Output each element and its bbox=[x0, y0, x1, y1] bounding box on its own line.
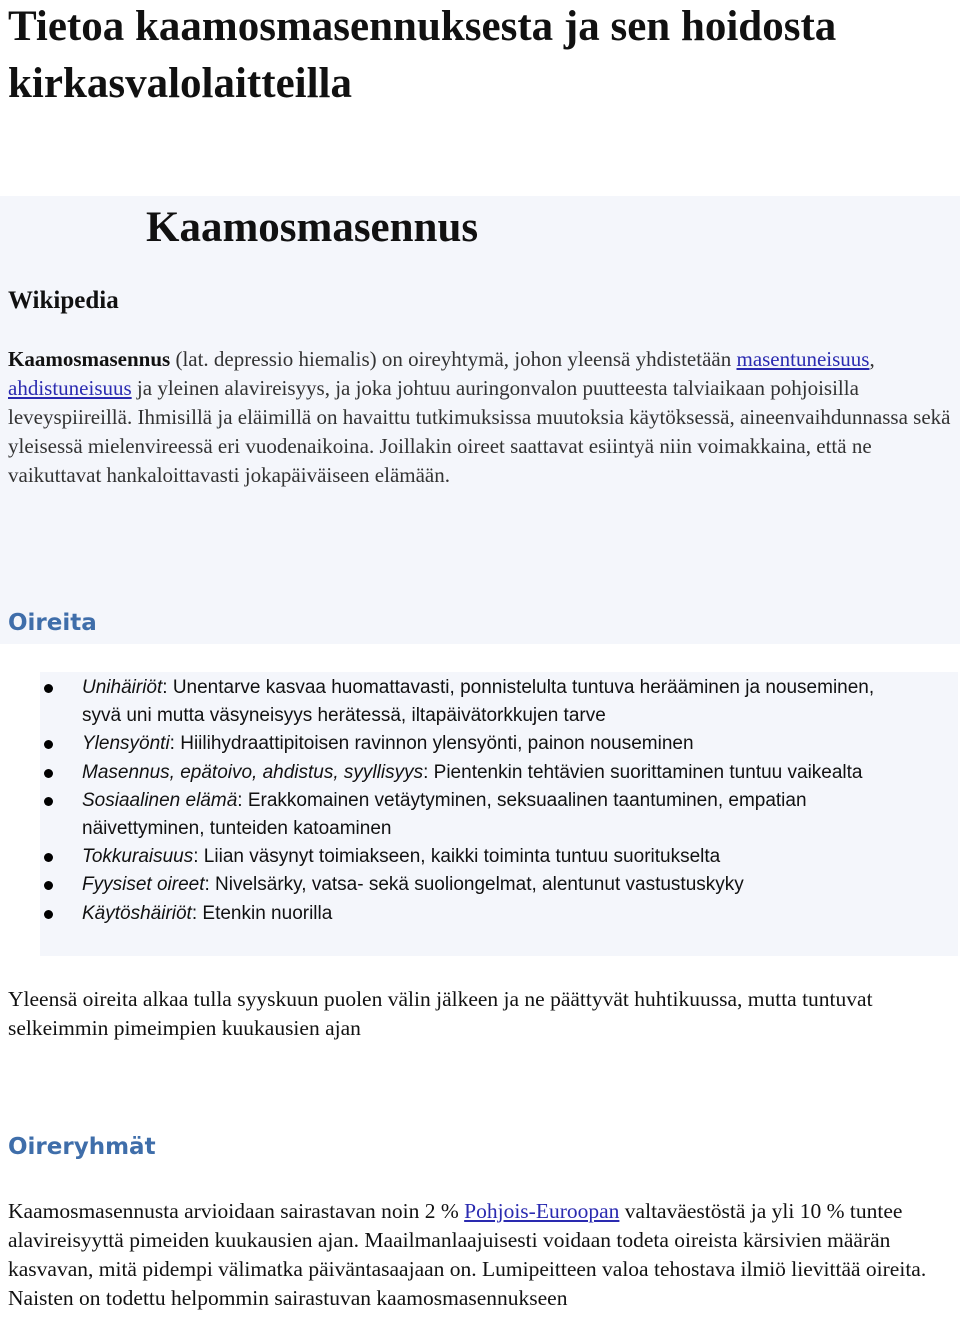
symptom-list bbox=[0, 674, 910, 928]
symptom-term: Tokkuraisuus bbox=[82, 846, 194, 868]
list-item bbox=[0, 759, 910, 787]
risk-text-2: valtaväestöstä ja yli 10 % tuntee alavireisyyttä pimeiden kuukausien ajan. Maailmanlaajuisesti voidaan todeta oireista kärsivien määrän kasvavan, mitä pidempi välimatka päiväntasaajaan on. Lumipeitteen valoa tehostava ilmiö lievittää oireita. Naisten on todettu helpommin sairastuvan kaamosmasennukseen bbox=[8, 1199, 927, 1310]
section-heading-risk-groups: Oireryhmät bbox=[8, 1134, 156, 1160]
symptom-desc: : Etenkin nuorilla bbox=[191, 902, 333, 924]
section-heading-symptoms: Oireita bbox=[8, 610, 97, 636]
list-item bbox=[0, 900, 910, 928]
intro-term: Kaamosmasennus bbox=[8, 347, 171, 371]
intro-text-3: ja yleinen alavireisyys, ja joka johtuu auringonvalon puutteesta talviaikaan pohjoisilla leveyspiireillä. Ihmisillä ja eläimillä on havaittu tutkimuksissa muutoksia käytöksessä, aineenvaihdunnassa sekä yleisessä mielenvireessä eri vuodenaikoina. Joillakin oireet saattavat esiintyä niin voimakkaina, että ne vaikuttavat hankaloittavasti jokapäiväiseen elämään. bbox=[8, 376, 951, 487]
article-heading: Kaamosmasennus bbox=[146, 204, 479, 251]
page-title: Tietoa kaamosmasennuksesta ja sen hoidosta kirkasvalolaitteilla bbox=[8, 3, 837, 107]
link-ahdistuneisuus[interactable]: ahdistuneisuus bbox=[8, 376, 132, 400]
list-item bbox=[0, 843, 910, 871]
risk-groups-paragraph bbox=[8, 1197, 948, 1313]
risk-text-1: Kaamosmasennusta arvioidaan sairastavan noin 2 % bbox=[8, 1199, 465, 1223]
bullet-icon bbox=[44, 853, 53, 862]
bullet-icon bbox=[44, 881, 53, 890]
list-item bbox=[0, 674, 910, 730]
symptom-desc: : Nivelsärky, vatsa- sekä suoliongelmat, alentunut vastustuskyky bbox=[204, 874, 744, 896]
symptom-desc: : Erakkomainen vetäytyminen, seksuaalinen taantuminen, empatian näivettyminen, tunteiden katoaminen bbox=[82, 789, 807, 840]
bullet-icon bbox=[44, 684, 53, 693]
symptom-term: Sosiaalinen elämä bbox=[82, 789, 238, 811]
symptom-term: Unihäiriöt bbox=[82, 677, 163, 698]
intro-text-1: (lat. depressio hiemalis) on oireyhtymä, johon yleensä yhdistetään bbox=[170, 347, 737, 371]
symptom-term: Masennus, epätoivo, ahdistus, syyllisyys bbox=[82, 761, 424, 783]
symptom-term: Ylensyönti bbox=[82, 733, 170, 755]
link-pohjois-euroopan[interactable]: Pohjois-Euroopan bbox=[464, 1199, 620, 1223]
bullet-icon bbox=[44, 797, 53, 806]
link-masentuneisuus[interactable]: masentuneisuus bbox=[736, 347, 870, 371]
symptom-term: Käytöshäiriöt bbox=[82, 902, 192, 924]
list-item bbox=[0, 871, 910, 899]
symptom-desc: : Hiilihydraattipitoisen ravinnon ylensyönti, painon nouseminen bbox=[169, 733, 694, 755]
bullet-icon bbox=[44, 740, 53, 749]
list-item bbox=[0, 730, 910, 758]
symptom-desc: : Pientenkin tehtävien suorittaminen tuntuu vaikealta bbox=[423, 761, 863, 783]
bullet-icon bbox=[44, 910, 53, 919]
symptom-desc: : Liian väsynyt toimiakseen, kaikki toiminta tuntuu suoritukselta bbox=[193, 846, 721, 868]
intro-paragraph bbox=[8, 345, 954, 490]
source-label: Wikipedia bbox=[8, 287, 119, 314]
bullet-icon bbox=[44, 769, 53, 778]
symptom-term: Fyysiset oireet bbox=[82, 874, 205, 896]
list-item bbox=[0, 787, 910, 843]
symptom-desc: : Unentarve kasvaa huomattavasti, ponnistelulta tuntuva herääminen ja nouseminen, syvä uni mutta väsyneisyys herätessä, iltapäivätorkkujen tarve bbox=[82, 677, 875, 727]
intro-text-2: , bbox=[869, 347, 875, 371]
symptom-timing-paragraph: Yleensä oireita alkaa tulla syyskuun puolen välin jälkeen ja ne päättyvät huhtikuussa, mutta tuntuvat selkeimmin pimeimpien kuukausien ajan bbox=[8, 987, 873, 1040]
